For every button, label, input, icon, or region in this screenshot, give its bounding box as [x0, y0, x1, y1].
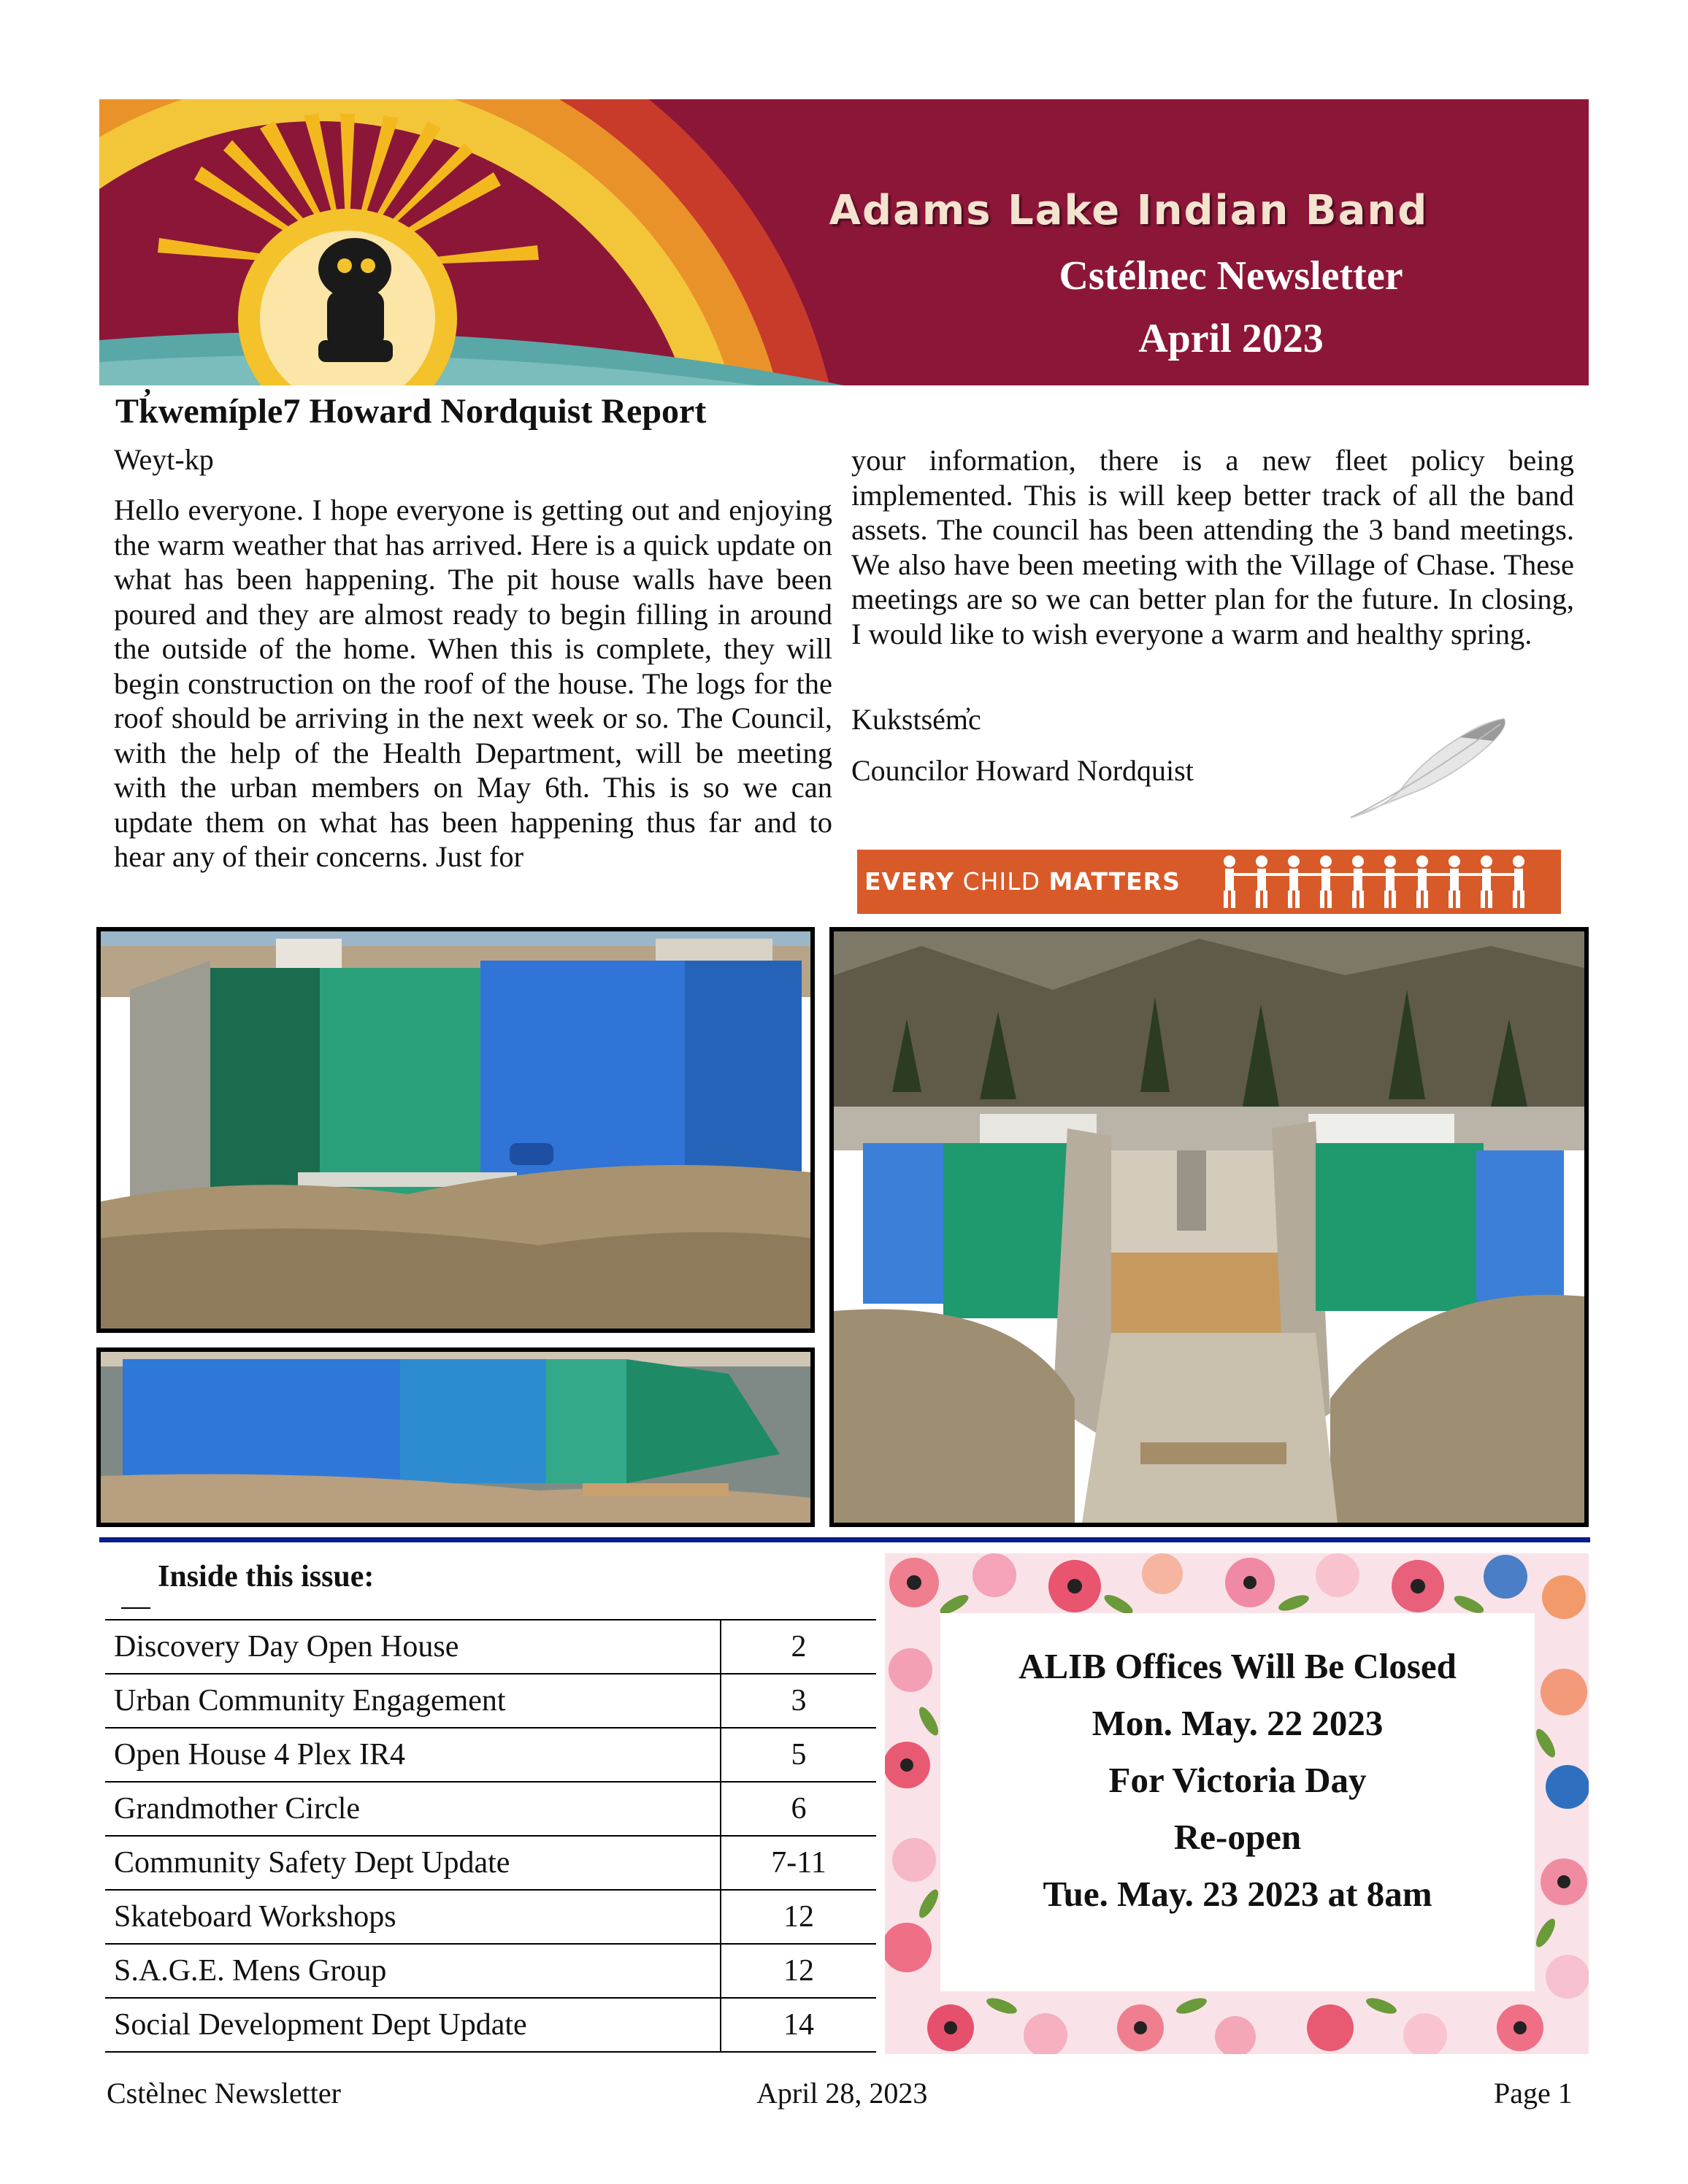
- organization-name: Adams Lake Indian Band: [829, 187, 1429, 234]
- newsletter-title: Cstélnec Newsletter: [1059, 253, 1403, 299]
- figure-eye-2: [361, 258, 375, 273]
- notice-line-2: Mon. May. 22 2023: [1092, 1703, 1384, 1743]
- toc-item-page: 6: [721, 1782, 876, 1836]
- toc-row: [105, 1674, 876, 1728]
- ecm-word-child: CHILD: [954, 867, 1049, 896]
- toc-item-page: 14: [721, 1998, 876, 2052]
- toc-item-title: S.A.G.E. Mens Group: [105, 1944, 721, 1998]
- article-signature: Councilor Howard Nordquist: [851, 754, 1194, 787]
- masthead-banner: [99, 99, 1589, 385]
- toc-item-title: Urban Community Engagement: [105, 1674, 721, 1728]
- children-holding-hands-icon: [1215, 850, 1558, 914]
- toc-item-page: 7-11: [721, 1836, 876, 1890]
- article-title: Tk̓wemíple7 Howard Nordquist Report: [115, 392, 707, 431]
- section-divider: [99, 1537, 1590, 1542]
- photo-pit-house-wall-wrapped: [96, 1347, 815, 1527]
- photo-pit-house-wall-side: [96, 927, 815, 1333]
- notice-text-box: [940, 1613, 1535, 1991]
- feather-icon: [1343, 715, 1519, 825]
- ecm-word-every: EVERY: [864, 867, 955, 896]
- toc-item-title: Grandmother Circle: [105, 1782, 721, 1836]
- issue-date: April 2023: [1138, 316, 1324, 361]
- footer-newsletter-name: Cstèlnec Newsletter: [107, 2077, 341, 2110]
- toc-row: [105, 1944, 876, 1998]
- article-greeting: Weyt-kp: [114, 443, 214, 476]
- toc-item-page: 12: [721, 1944, 876, 1998]
- article-column-1: Hello everyone. I hope everyone is getting out and enjoying the warm weather that has arrived. Here is a quick update on what has been happening. The pit house walls have been poured and they are almost ready to begin filling in around the outside of the home. When this is complete, they will begin construction on the roof of the house. The logs for the roof should be arriving in the next week or so. The Council, with the help of the Health Department, will be meeting with the urban members on May 6th. This is so we can update them on what has been happening thus far and to hear any of their concerns. Just for: [114, 493, 832, 873]
- toc-row: [105, 1998, 876, 2052]
- photo-pit-house-entrance: [829, 927, 1589, 1527]
- toc-item-title: Community Safety Dept Update: [105, 1836, 721, 1890]
- toc-row: [105, 1620, 876, 1674]
- toc-item-title: Open House 4 Plex IR4: [105, 1728, 721, 1782]
- toc-heading-underline: [121, 1607, 150, 1609]
- notice-line-3: For Victoria Day: [1108, 1760, 1367, 1800]
- notice-line-4: Re-open: [1173, 1817, 1302, 1857]
- ecm-word-matters: MATTERS: [1048, 867, 1181, 896]
- article-closing: Kukstsém̓c: [851, 703, 981, 736]
- toc-item-title: Skateboard Workshops: [105, 1890, 721, 1944]
- office-closure-notice: [885, 1553, 1589, 2054]
- toc-heading: Inside this issue:: [158, 1560, 375, 1593]
- toc-item-page: 12: [721, 1890, 876, 1944]
- notice-line-5: Tue. May. 23 2023 at 8am: [1043, 1874, 1432, 1914]
- toc-table: [105, 1619, 876, 2053]
- toc-row: [105, 1728, 876, 1782]
- toc-item-page: 3: [721, 1674, 876, 1728]
- toc-item-page: 2: [721, 1620, 876, 1674]
- footer-page-number: Page 1: [1494, 2077, 1573, 2110]
- toc-item-title: Discovery Day Open House: [105, 1620, 721, 1674]
- toc-row: [105, 1890, 876, 1944]
- toc-item-page: 5: [721, 1728, 876, 1782]
- every-child-matters-banner: [857, 850, 1561, 914]
- every-child-matters-text: [857, 850, 1181, 914]
- notice-line-1: ALIB Offices Will Be Closed: [1018, 1646, 1457, 1686]
- toc-row: [105, 1836, 876, 1890]
- carved-figure-icon: [318, 238, 393, 362]
- toc-row: [105, 1782, 876, 1836]
- figure-eye: [337, 258, 352, 273]
- toc-item-title: Social Development Dept Update: [105, 1998, 721, 2052]
- footer-date: April 28, 2023: [756, 2077, 928, 2110]
- article-column-2: your information, there is a new fleet policy being implemented. This is will keep better track of all the band assets. The council has been attending the 3 band meetings. We also have been meeting with the Village of Chase. These meetings are so we can better plan for the future. In closing, I would like to wish everyone a warm and healthy spring.: [851, 444, 1574, 650]
